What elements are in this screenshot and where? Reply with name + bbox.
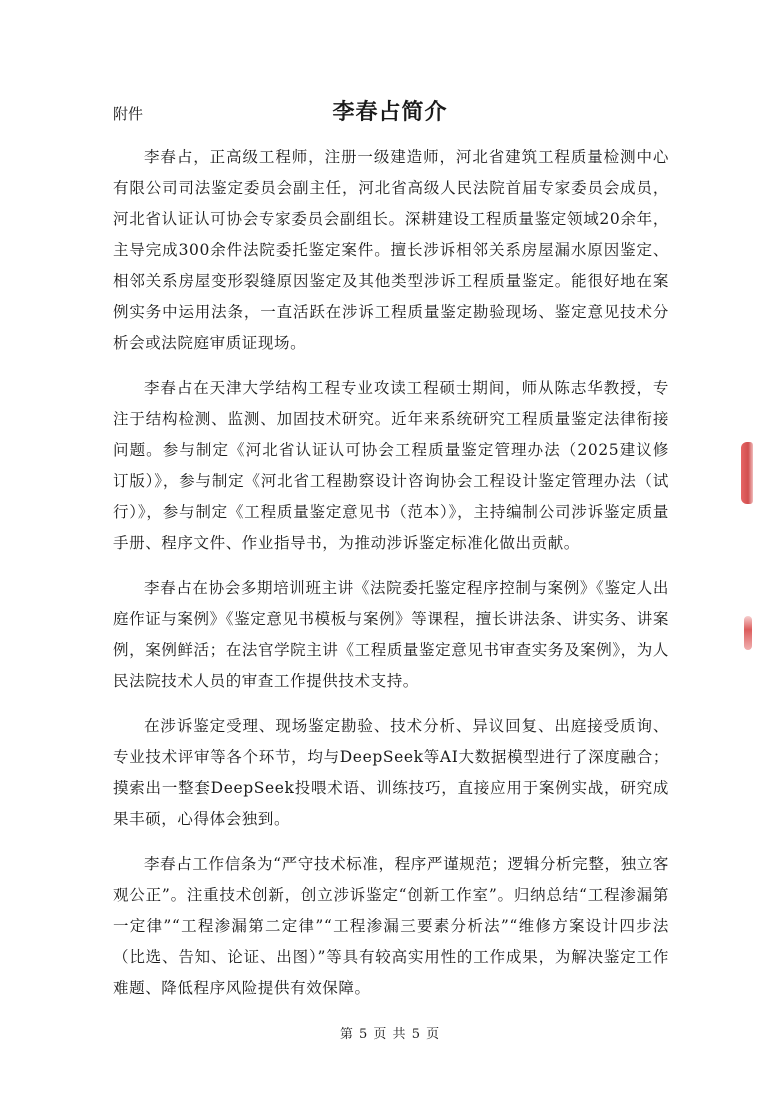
- document-body: [113, 142, 669, 1018]
- paragraph-4: 在涉诉鉴定受理、现场鉴定勘验、技术分析、异议回复、出庭接受质询、专业技术评审等各个环节，均与DeepSeek等AI大数据模型进行了深度融合；摸索出一整套DeepSeek投喂术语、训练技巧，直接应用于案例实战，研究成果丰硕，心得体会独到。: [113, 717, 669, 828]
- attachment-label: 附件: [113, 105, 144, 123]
- page-title: 李春占简介: [332, 100, 448, 125]
- seal-fragment-upper-icon: [741, 442, 753, 504]
- paragraph-1: 李春占，正高级工程师，注册一级建造师，河北省建筑工程质量检测中心有限公司司法鉴定委员会副主任，河北省高级人民法院首届专家委员会成员，河北省认证认可协会专家委员会副组长。深耕建设工程质量鉴定领域20余年，主导完成300余件法院委托鉴定案件。擅长涉诉相邻关系房屋漏水原因鉴定、相邻关系房屋变形裂缝原因鉴定及其他类型涉诉工程质量鉴定。能很好地在案例实务中运用法条，一直活跃在涉诉工程质量鉴定勘验现场、鉴定意见技术分析会或法院庭审质证现场。: [113, 148, 669, 352]
- paragraph-3: 李春占在协会多期培训班主讲《法院委托鉴定程序控制与案例》《鉴定人出庭作证与案例》《鉴定意见书模板与案例》等课程，擅长讲法条、讲实务、讲案例，案例鲜活；在法官学院主讲《工程质量鉴定意见书审查实务及案例》，为人民法院技术人员的审查工作提供技术支持。: [113, 579, 669, 690]
- seal-fragment-lower-icon: [744, 616, 752, 650]
- page-number: 第 5 页 共 5 页: [339, 1027, 441, 1042]
- paragraph-5: 李春占工作信条为“严守技术标准，程序严谨规范；逻辑分析完整，独立客观公正”。注重技术创新，创立涉诉鉴定“创新工作室”。归纳总结“工程渗漏第一定律”“工程渗漏第二定律”“工程渗漏三要素分析法”“维修方案设计四步法（比选、告知、论证、出图）”等具有较高实用性的工作成果，为解决鉴定工作难题、降低程序风险提供有效保障。: [113, 855, 669, 997]
- paragraph-2: 李春占在天津大学结构工程专业攻读工程硕士期间，师从陈志华教授，专注于结构检测、监测、加固技术研究。近年来系统研究工程质量鉴定法律衔接问题。参与制定《河北省认证认可协会工程质量鉴定管理办法（2025建议修订版）》，参与制定《河北省工程勘察设计咨询协会工程设计鉴定管理办法（试行）》，参与制定《工程质量鉴定意见书（范本）》，主持编制公司涉诉鉴定质量手册、程序文件、作业指导书，为推动涉诉鉴定标准化做出贡献。: [113, 379, 669, 552]
